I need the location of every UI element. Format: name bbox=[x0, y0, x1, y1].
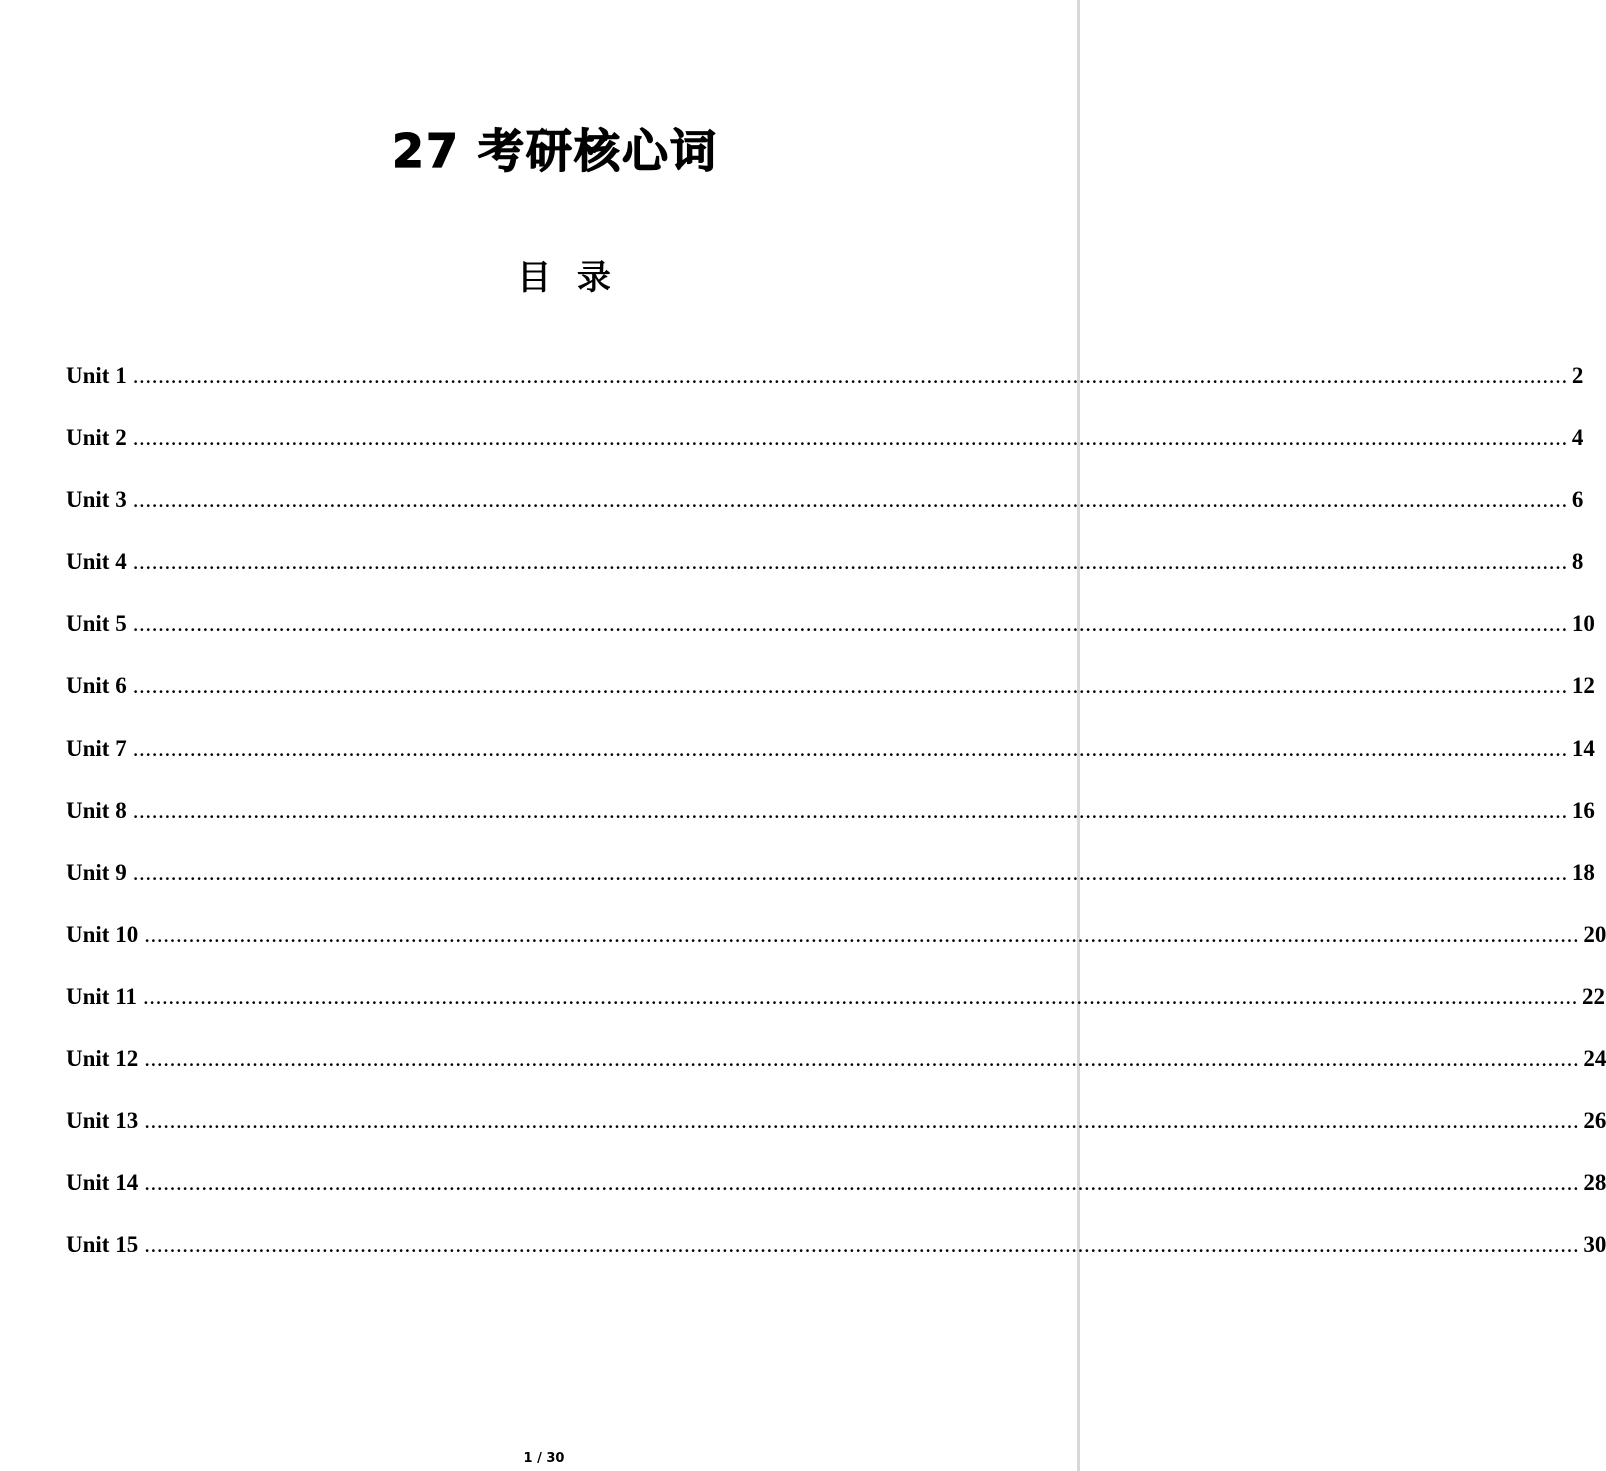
toc-leader-dots: .................................................................................................................................................................................................................................. bbox=[144, 921, 1580, 947]
toc-leader-dots: .................................................................................................................................................................................................................................. bbox=[132, 797, 1568, 823]
toc-leader-dots: .................................................................................................................................................................................................................................. bbox=[144, 1108, 1580, 1134]
toc-leader-dots: .................................................................................................................................................................................................................................. bbox=[132, 673, 1568, 699]
toc-leader-dots: .................................................................................................................................................................................................................................. bbox=[132, 611, 1568, 637]
toc-entry-page: 6 bbox=[1571, 487, 1584, 513]
toc-leader-dots: .................................................................................................................................................................................................................................. bbox=[132, 735, 1568, 761]
toc-entry-page: 28 bbox=[1583, 1170, 1606, 1196]
toc-leader-dots: .................................................................................................................................................................................................................................. bbox=[132, 425, 1568, 451]
toc-entry-page: 12 bbox=[1571, 673, 1595, 699]
toc-entry-label: Unit 12 bbox=[66, 1046, 139, 1072]
document-title: 27 考研核心词 bbox=[391, 124, 719, 178]
toc-entry-unit-9[interactable] bbox=[66, 853, 1595, 915]
toc-entry-page: 26 bbox=[1583, 1108, 1606, 1134]
toc-entry-label: Unit 13 bbox=[66, 1108, 139, 1134]
toc-leader-dots: .................................................................................................................................................................................................................................. bbox=[144, 1046, 1580, 1072]
toc-entry-unit-3[interactable] bbox=[66, 480, 1584, 542]
toc-leader-dots: .................................................................................................................................................................................................................................. bbox=[142, 983, 1579, 1009]
toc-entry-page: 10 bbox=[1571, 611, 1595, 637]
toc-entry-page: 8 bbox=[1571, 549, 1584, 575]
toc-entry-label: Unit 3 bbox=[66, 487, 127, 513]
toc-entry-unit-10[interactable] bbox=[66, 915, 1606, 977]
toc-entry-unit-6[interactable] bbox=[66, 666, 1595, 728]
toc-entry-unit-15[interactable] bbox=[66, 1225, 1606, 1287]
toc-entry-page: 2 bbox=[1571, 363, 1584, 388]
toc-entry-unit-14[interactable] bbox=[66, 1163, 1606, 1225]
toc-entry-page: 20 bbox=[1583, 921, 1606, 947]
toc-entry-label: Unit 7 bbox=[66, 735, 127, 761]
toc-entry-label: Unit 15 bbox=[66, 1232, 139, 1258]
toc-entry-page: 24 bbox=[1583, 1046, 1606, 1072]
toc-entry-unit-11[interactable] bbox=[66, 977, 1606, 1039]
toc-entry-label: Unit 9 bbox=[66, 859, 127, 885]
toc-entry-page: 14 bbox=[1571, 735, 1595, 761]
toc-entry-label: Unit 6 bbox=[66, 673, 127, 699]
toc-entry-label: Unit 8 bbox=[66, 797, 127, 823]
toc-entry-page: 4 bbox=[1571, 425, 1584, 451]
toc-entry-label: Unit 4 bbox=[66, 549, 127, 575]
toc-entry-page: 30 bbox=[1583, 1232, 1606, 1258]
toc-entry-page: 16 bbox=[1571, 797, 1595, 823]
toc-entry-label: Unit 10 bbox=[66, 921, 139, 947]
page-number-indicator: 1 / 30 bbox=[523, 1451, 565, 1466]
toc-entry-label: Unit 1 bbox=[66, 363, 127, 388]
toc-leader-dots: .................................................................................................................................................................................................................................. bbox=[144, 1170, 1580, 1196]
table-of-contents bbox=[66, 356, 1606, 1287]
toc-leader-dots: .................................................................................................................................................................................................................................. bbox=[132, 859, 1568, 885]
toc-entry-unit-7[interactable] bbox=[66, 729, 1595, 791]
toc-entry-unit-5[interactable] bbox=[66, 604, 1595, 666]
toc-leader-dots: .................................................................................................................................................................................................................................. bbox=[144, 1232, 1580, 1258]
toc-entry-label: Unit 14 bbox=[66, 1170, 139, 1196]
toc-heading: 目 录 bbox=[517, 258, 611, 298]
toc-entry-page: 18 bbox=[1571, 859, 1595, 885]
toc-entry-page: 22 bbox=[1582, 983, 1606, 1009]
toc-entry-unit-4[interactable] bbox=[66, 542, 1584, 604]
toc-entry-label: Unit 11 bbox=[66, 983, 137, 1009]
toc-entry-label: Unit 5 bbox=[66, 611, 127, 637]
toc-entry-unit-1[interactable] bbox=[66, 356, 1584, 418]
toc-entry-unit-12[interactable] bbox=[66, 1039, 1606, 1101]
toc-entry-unit-13[interactable] bbox=[66, 1101, 1606, 1163]
toc-leader-dots: .................................................................................................................................................................................................................................. bbox=[132, 487, 1568, 513]
toc-entry-unit-8[interactable] bbox=[66, 791, 1595, 853]
toc-leader-dots: .................................................................................................................................................................................................................................. bbox=[132, 549, 1568, 575]
toc-entry-unit-2[interactable] bbox=[66, 418, 1584, 480]
toc-leader-dots: .................................................................................................................................................................................................................................. bbox=[132, 363, 1568, 388]
toc-entry-label: Unit 2 bbox=[66, 425, 127, 451]
